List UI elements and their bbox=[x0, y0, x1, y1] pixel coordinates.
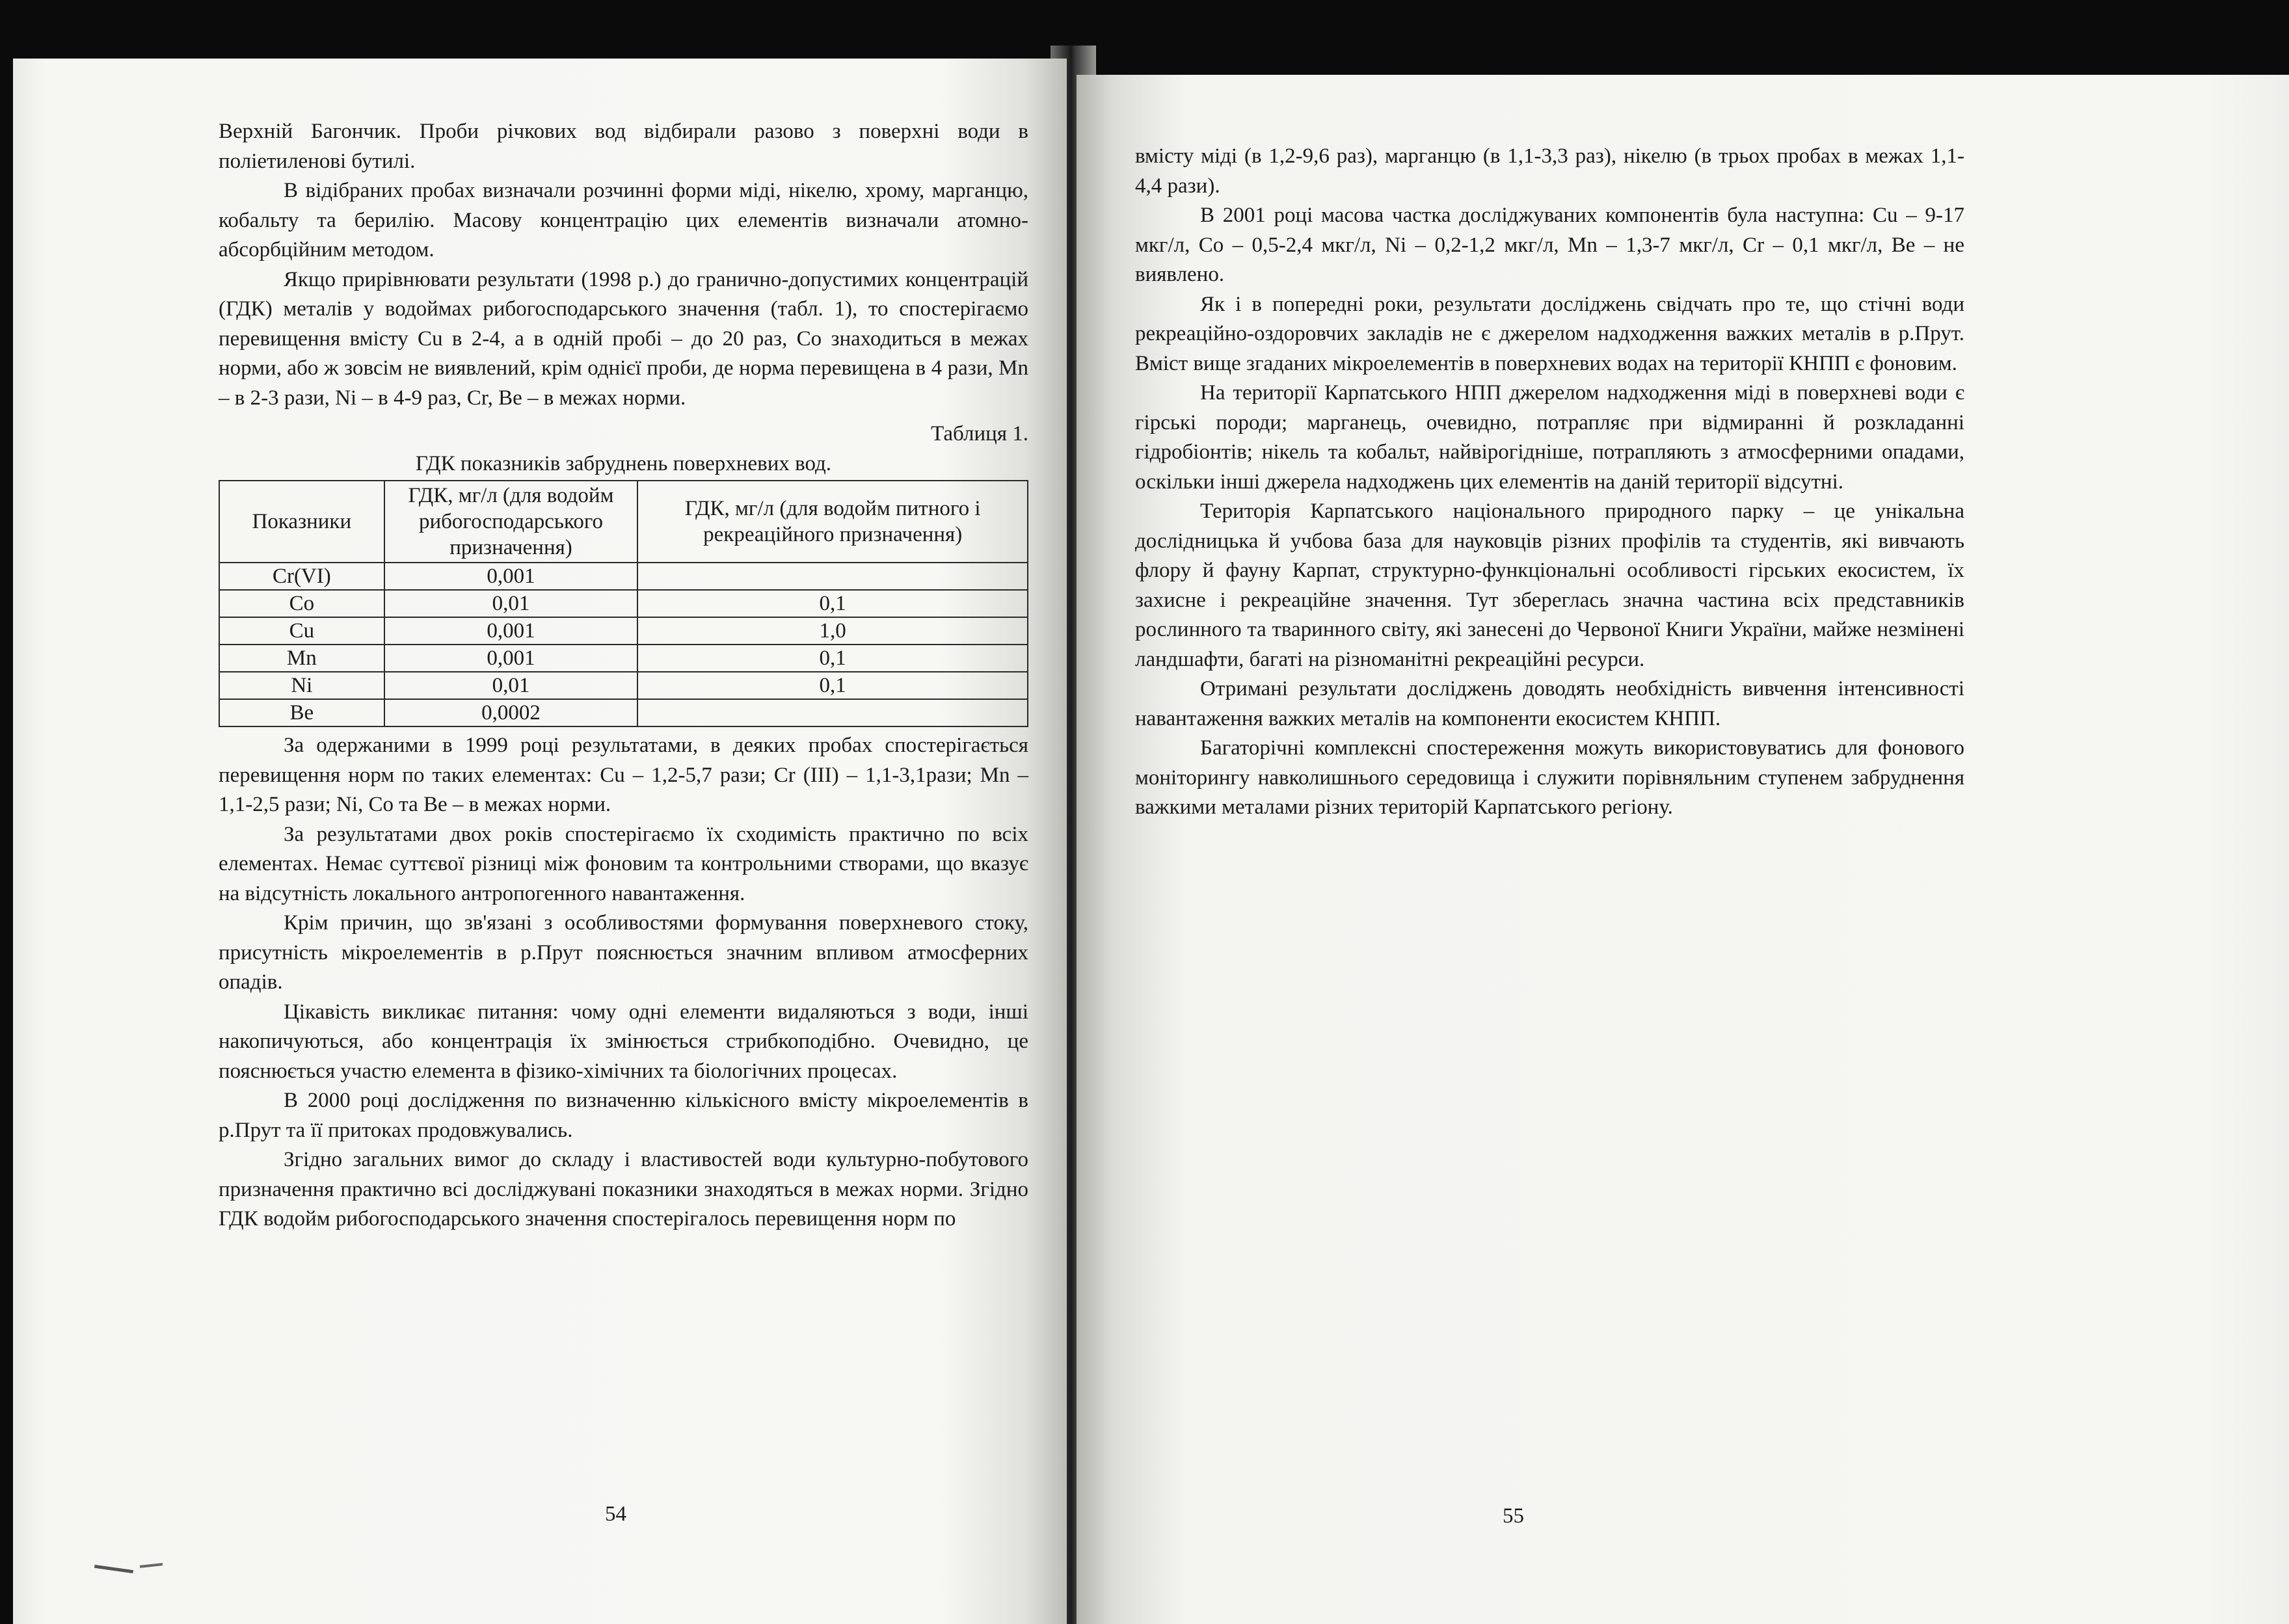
paragraph: Згідно загальних вимог до складу і властивостей води культурно-побутового призначення практично всі досліджувані показники знаходяться в межах норми. Згідно ГДК водойм рибогосподарського значення спостерігалось перевищення норм по bbox=[219, 1148, 1028, 1231]
table-cell: Ni bbox=[219, 672, 384, 699]
table-cell: 0,01 bbox=[384, 672, 638, 699]
paragraph: Отримані результати досліджень доводять необхідність вивчення інтенсивності навантаження важких металів на компоненти екосистем КНПП. bbox=[1135, 677, 1964, 730]
right-page-text bbox=[1135, 142, 1964, 823]
paragraph: За результатами двох років спостерігаємо їх сходимість практично по всіх елементах. Немає суттєвої різниці між фоновим та контрольними створами, що вказує на відсутність локального антропогенного навантаження. bbox=[219, 822, 1028, 905]
table-header-row bbox=[219, 481, 1028, 563]
paragraph: В 2000 році дослідження по визначенню кількісного вмісту мікроелементів в р.Прут та її притоках продовжувались. bbox=[219, 1089, 1028, 1142]
paragraph: В 2001 році масова частка досліджуваних компонентів була наступна: Cu – 9-17 мкг/л, Co – 0,5-2,4 мкг/л, Ni – 0,2-1,2 мкг/л, Mn – 1,3-7 мкг/л, Cr – 0,1 мкг/л, Be – не виявлено. bbox=[1135, 204, 1964, 286]
table-row bbox=[219, 645, 1028, 672]
table-cell: Cu bbox=[219, 617, 384, 645]
page-number-right: 55 bbox=[1503, 1504, 1524, 1528]
table-cell: 0,1 bbox=[637, 672, 1028, 699]
paragraph: Крім причин, що зв'язані з особливостями формування поверхневого стоку, присутність мікроелементів в р.Прут пояснюється значним впливом атмосферних опадів. bbox=[219, 911, 1028, 994]
page-number-left: 54 bbox=[605, 1502, 626, 1526]
paragraph: За одержаними в 1999 році результатами, в деяких пробах спостерігається перевищення норм по таких елементах: Cu – 1,2-5,7 рази; Cr (III) – 1,1-3,1рази; Mn – 1,1-2,5 рази; Ni, Co та Be – в межах норми. bbox=[219, 734, 1028, 816]
table-cell: 0,001 bbox=[384, 563, 638, 590]
table-row bbox=[219, 590, 1028, 617]
paragraph: Територія Карпатського національного природного парку – це унікальна дослідницька й учбова база для науковців різних профілів та студентів, які вивчають флору й фауну Карпат, структурно-функціональні особливості гірських екосистем, їх захисне і рекреаційне значення. Тут збереглась значна частина всіх представників рослинного та тваринного світу, які занесені до Червоної Книги України, майже незмінені ландшафти, багаті на різноманітні рекреаційні ресурси. bbox=[1135, 499, 1964, 671]
table-header-cell: Показники bbox=[219, 481, 384, 563]
table-cell: Mn bbox=[219, 645, 384, 672]
table-row bbox=[219, 699, 1028, 726]
paragraph: вмісту міді (в 1,2-9,6 раз), марганцю (в 1,1-3,3 раз), нікелю (в трьох пробах в межах 1,1-4,4 рази). bbox=[1135, 144, 1964, 198]
table-cell: Cr(VI) bbox=[219, 563, 384, 590]
left-paragraphs-before-table bbox=[219, 117, 1028, 413]
table-body bbox=[219, 563, 1028, 726]
paragraph: Верхній Багончик. Проби річкових вод відбирали разово з поверхні води в поліетиленові бутилі. bbox=[219, 120, 1028, 173]
table-cell bbox=[637, 699, 1028, 726]
table-cell: 1,0 bbox=[637, 617, 1028, 645]
table-number: Таблиця 1. bbox=[931, 422, 1028, 446]
table-cell: 0,1 bbox=[637, 645, 1028, 672]
table-cell: 0,1 bbox=[637, 590, 1028, 617]
table-row bbox=[219, 617, 1028, 645]
left-paragraphs-after-table bbox=[219, 731, 1028, 1234]
paragraph: Цікавість викликає питання: чому одні елементи видаляються з води, інші накопичуються, або концентрація їх змінюється стрибкоподібно. Очевидно, це пояснюється участю елемента в фізико-хімічних та біологічних процесах. bbox=[219, 1000, 1028, 1083]
table-row bbox=[219, 672, 1028, 699]
paragraph: На території Карпатського НПП джерелом надходження міді в поверхневі води є гірські породи; марганець, очевидно, потрапляє при відмиранні й розкладанні гідробіонтів; нікель та кобальт, найвірогідніше, потрапляють з атмосферними опадами, оскільки інші джерела надходжень цих елементів на даній території відсутні. bbox=[1135, 381, 1964, 494]
mpc-table bbox=[219, 480, 1028, 727]
paragraph: В відібраних пробах визначали розчинні форми міді, нікелю, хрому, марганцю, кобальту та берилію. Масову концентрацію цих елементів визначали атомно-абсорбційним методом. bbox=[219, 179, 1028, 261]
table-cell: Co bbox=[219, 590, 384, 617]
table-cell: 0,001 bbox=[384, 645, 638, 672]
paragraph: Як і в попередні роки, результати досліджень свідчать про те, що стічні води рекреаційно-оздоровчих закладів не є джерелом надходження важких металів в р.Прут. Вміст вище згаданих мікроелементів в поверхневих водах на території КНПП є фоновим. bbox=[1135, 292, 1964, 375]
table-cell: 0,01 bbox=[384, 590, 638, 617]
table-header-cell: ГДК, мг/л (для водойм рибогосподарського призначення) bbox=[384, 481, 638, 563]
table-cell: 0,0002 bbox=[384, 699, 638, 726]
paragraph: Багаторічні комплексні спостереження можуть використовуватись для фонового моніторингу навколишнього середовища і служити порівняльним ступенем забруднення важкими металами різних територій Карпатського регіону. bbox=[1135, 736, 1964, 819]
left-page-text bbox=[219, 117, 1028, 1234]
table-title: ГДК показників забруднень поверхневих вод. bbox=[415, 451, 832, 475]
table-cell bbox=[637, 563, 1028, 590]
paragraph: Якщо прирівнювати результати (1998 р.) до гранично-допустимих концентрацій (ГДК) металів у водоймах рибогосподарського значення (табл. 1), то спостерігаємо перевищення вмісту Cu в 2-4, а в одній пробі – до 20 раз, Co знаходиться в межах норми, або ж зовсім не виявлений, крім однієї проби, де норма перевищена в 4 рази, Mn – в 2-3 рази, Ni – в 4-9 раз, Cr, Be – в межах норми. bbox=[219, 267, 1028, 410]
table-cell: 0,001 bbox=[384, 617, 638, 645]
table-header-cell: ГДК, мг/л (для водойм питного і рекреаційного призначення) bbox=[637, 481, 1028, 563]
table-cell: Be bbox=[219, 699, 384, 726]
table-row bbox=[219, 563, 1028, 590]
